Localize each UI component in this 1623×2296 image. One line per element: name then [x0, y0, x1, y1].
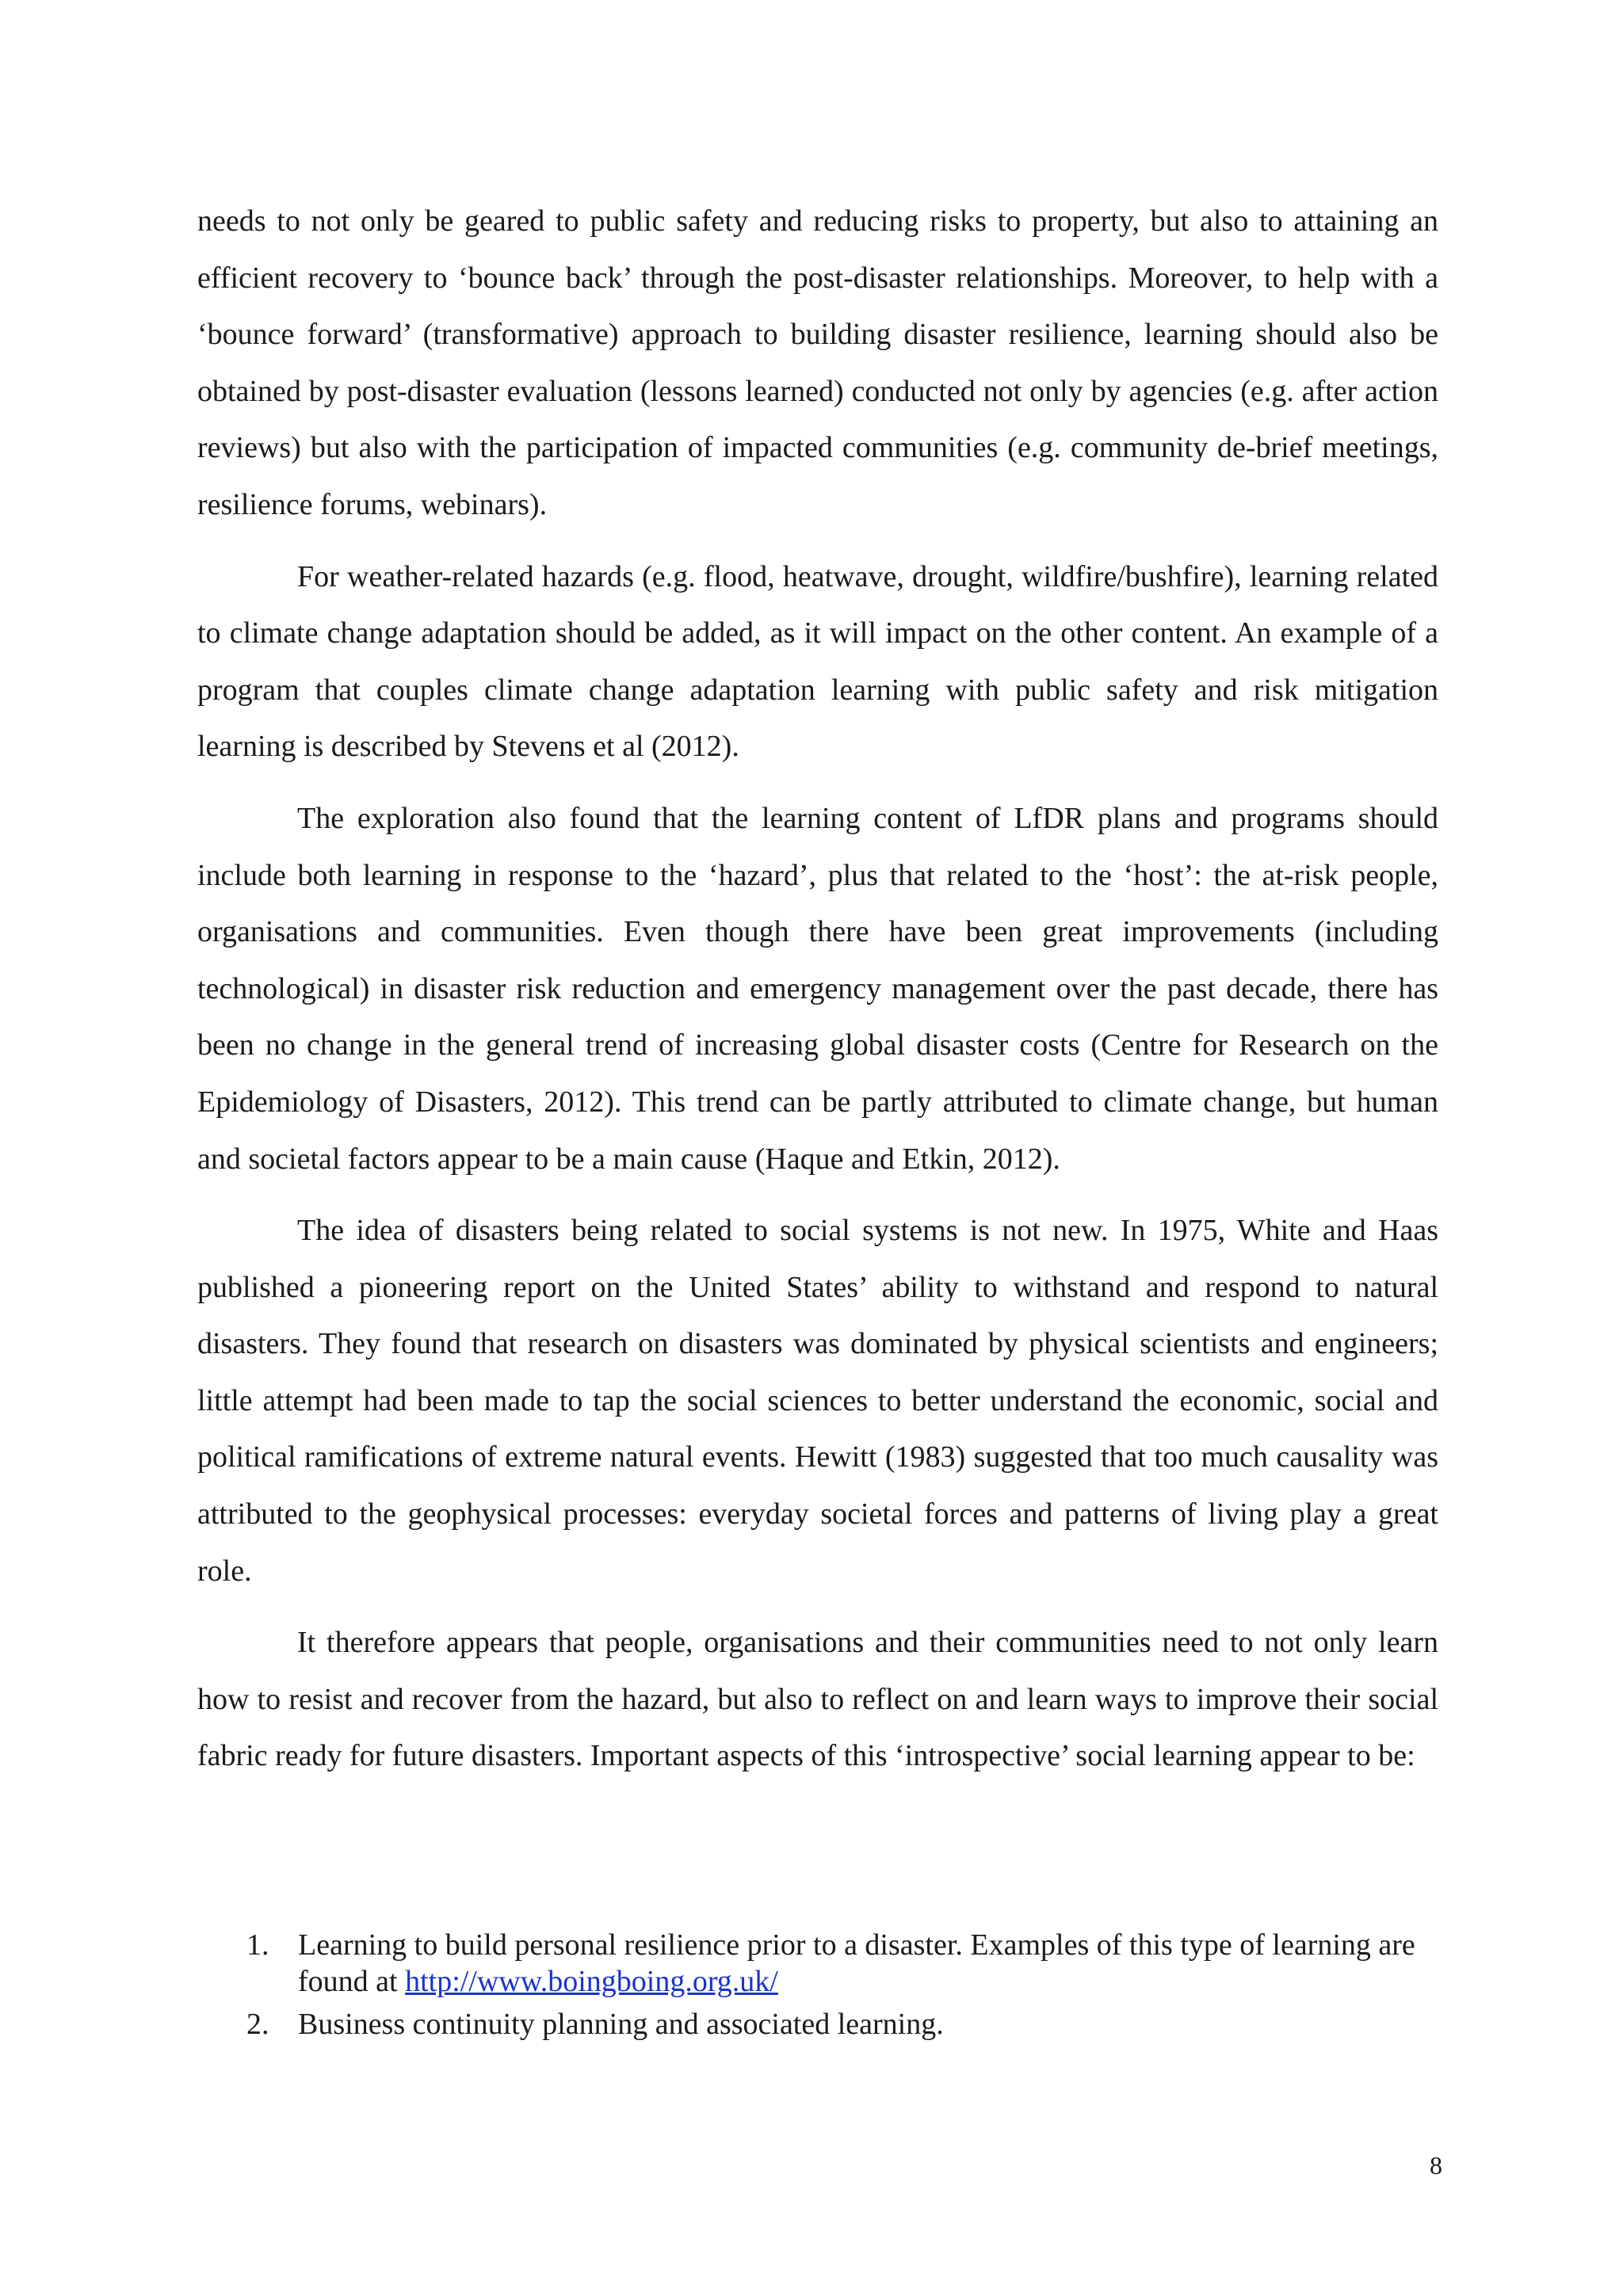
paragraph-social-systems: The idea of disasters being related to social systems is not new. In 1975, White and Haas published a pioneering report on the United States’ ability to withstand and respond to natural disasters. They found that research on disasters was dominated by physical scientists and engineers; little attempt had been made to tap the social sciences to better understand the economic, social and political ramifications of extreme natural events. Hewitt (1983) suggested that too much causality was attributed to the geophysical processes: everyday societal forces and patterns of living play a great role.	[197, 1214, 1438, 1588]
boingboing-link[interactable]: http://www.boingboing.org.uk/	[405, 1965, 778, 1998]
page-number: 8	[1430, 2151, 1442, 2180]
list-number: 1.	[246, 1928, 269, 1962]
paragraph-continued: needs to not only be geared to public safety and reducing risks to property, but also to attaining an efficient recovery to ‘bounce back’ through the post-disaster relationships. Moreover, to help with a ‘bounce forward’ (transformative) approach to building disaster resilience, learning should also be obtained by post-disaster evaluation (lessons learned) conducted not only by agencies (e.g. after action reviews) but also with the participation of impacted communities (e.g. community de-brief meetings, resilience forums, webinars).	[197, 204, 1438, 521]
paragraph-introspective-learning: It therefore appears that people, organisations and their communities need to not only learn how to resist and recover from the hazard, but also to reflect on and learn ways to improve their social fabric ready for future disasters. Important aspects of this ‘introspective’ social learning appear to be:	[197, 1626, 1438, 1773]
list-item	[197, 1927, 1438, 2000]
list-item-text: Learning to build personal resilience prior to a disaster. Examples of this type of learning are found at	[298, 1928, 1415, 1998]
paragraph-learning-content: The exploration also found that the learning content of LfDR plans and programs should include both learning in response to the ‘hazard’, plus that related to the ‘host’: the at-risk people, organisations and communities. Even though there have been great improvements (including technological) in disaster risk reduction and emergency management over the past decade, there has been no change in the general trend of increasing global disaster costs (Centre for Research on the Epidemiology of Disasters, 2012). This trend can be partly attributed to climate change, but human and societal factors appear to be a main cause (Haque and Etkin, 2012).	[197, 801, 1438, 1176]
list-item-text: Business continuity planning and associated learning.	[298, 2008, 944, 2041]
list-number: 2.	[246, 2008, 269, 2041]
body-text	[197, 193, 1438, 1800]
paragraph-weather-hazards: For weather-related hazards (e.g. flood, heatwave, drought, wildfire/bushfire), learning related to climate change adaptation should be added, as it will impact on the other content. An example of a program that couples climate change adaptation learning with public safety and risk mitigation learning is described by Stevens et al (2012).	[197, 559, 1438, 764]
numbered-list	[197, 1927, 1438, 2049]
list-item	[197, 2006, 1438, 2042]
